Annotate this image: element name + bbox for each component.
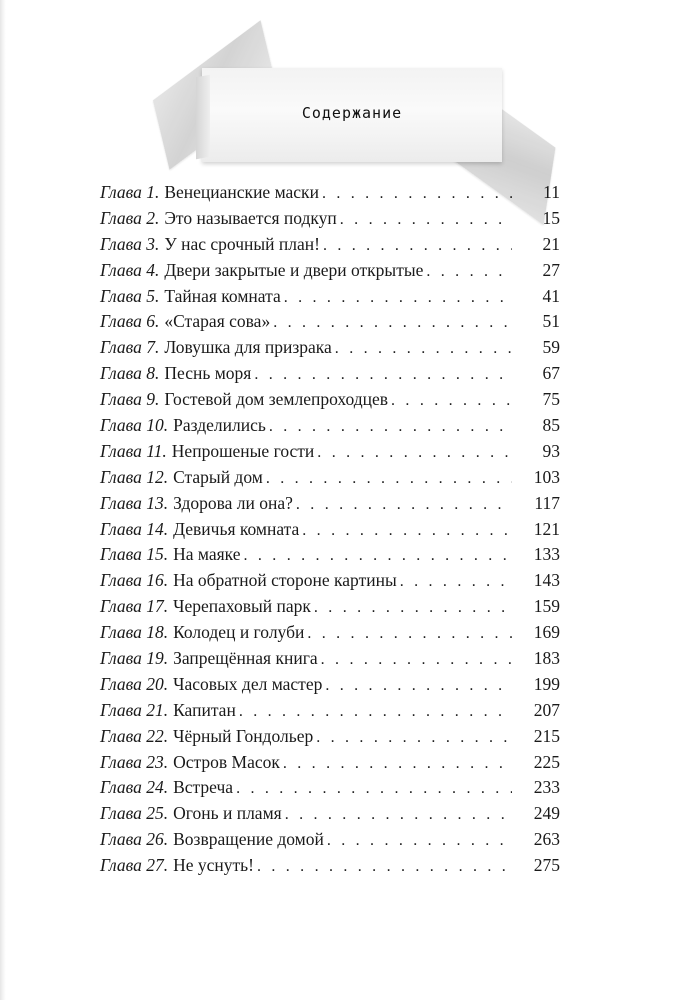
toc-chapter-number: Глава 12. bbox=[100, 466, 169, 487]
toc-chapter-number: Глава 3. bbox=[100, 233, 160, 254]
toc-entry[interactable] bbox=[100, 309, 560, 335]
toc-chapter-title: Гостевой дом землепроходцев bbox=[164, 389, 389, 410]
toc-leader-dots bbox=[284, 285, 512, 311]
toc-entry[interactable] bbox=[100, 853, 560, 879]
toc-leader-dots bbox=[325, 673, 512, 699]
toc-chapter-title: Венецианские маски bbox=[164, 182, 319, 202]
toc-page-number: 21 bbox=[542, 233, 560, 254]
toc-page-number: 233 bbox=[533, 777, 560, 798]
toc-chapter-number: Глава 1. bbox=[100, 182, 160, 202]
toc-entry[interactable] bbox=[100, 568, 560, 594]
toc-chapter-title: Непрошеные гости bbox=[171, 440, 315, 461]
toc-page-number: 41 bbox=[542, 285, 560, 306]
toc-leader-dots bbox=[316, 725, 512, 751]
toc-leader-dots bbox=[269, 414, 512, 440]
toc-leader-dots bbox=[426, 259, 512, 285]
toc-chapter-number: Глава 4. bbox=[100, 259, 160, 280]
toc-entry[interactable] bbox=[100, 284, 560, 310]
toc-leader-dots bbox=[317, 440, 512, 466]
toc-chapter-title: Часовых дел мастер bbox=[173, 673, 323, 694]
toc-leader-dots bbox=[254, 362, 512, 388]
toc-chapter-number: Глава 17. bbox=[100, 596, 169, 617]
toc-leader-dots bbox=[327, 828, 512, 854]
toc-page-number: 117 bbox=[534, 492, 560, 513]
toc-chapter-title: Двери закрытые и двери открытые bbox=[164, 259, 424, 280]
toc-entry[interactable] bbox=[100, 413, 560, 439]
toc-chapter-number: Глава 18. bbox=[100, 622, 169, 643]
toc-page-number: 51 bbox=[542, 311, 560, 332]
paper-card bbox=[202, 68, 502, 162]
toc-page-number: 169 bbox=[533, 622, 560, 643]
toc-chapter-title: Черепаховый парк bbox=[173, 596, 311, 617]
toc-page-number: 249 bbox=[533, 803, 560, 824]
toc-chapter-title: Ловушка для призрака bbox=[164, 337, 332, 358]
toc-page-number: 59 bbox=[542, 337, 560, 358]
toc-entry[interactable] bbox=[100, 517, 560, 543]
toc-leader-dots bbox=[244, 543, 513, 569]
toc-entry[interactable] bbox=[100, 232, 560, 258]
toc-entry[interactable] bbox=[100, 491, 560, 517]
toc-entry[interactable] bbox=[100, 672, 560, 698]
toc-leader-dots bbox=[314, 595, 512, 621]
toc-chapter-number: Глава 8. bbox=[100, 363, 160, 384]
toc-page-number: 67 bbox=[542, 363, 560, 384]
toc-leader-dots bbox=[323, 233, 512, 259]
toc-entry[interactable] bbox=[100, 801, 560, 827]
toc-chapter-number: Глава 2. bbox=[100, 207, 160, 228]
toc-leader-dots bbox=[400, 569, 512, 595]
page-edge-shadow bbox=[0, 0, 6, 1000]
toc-entry[interactable] bbox=[100, 750, 560, 776]
toc-chapter-number: Глава 22. bbox=[100, 725, 169, 746]
toc-leader-dots bbox=[335, 336, 512, 362]
title-label bbox=[160, 40, 550, 190]
toc-entry[interactable] bbox=[100, 724, 560, 750]
toc-leader-dots bbox=[322, 181, 512, 207]
toc-chapter-title: Чёрный Гондольер bbox=[173, 725, 314, 746]
toc-entry[interactable] bbox=[100, 646, 560, 672]
toc-chapter-number: Глава 11. bbox=[100, 440, 167, 461]
toc-chapter-title: Не уснуть! bbox=[173, 855, 254, 876]
toc-chapter-number: Глава 26. bbox=[100, 829, 169, 850]
toc-leader-dots bbox=[285, 802, 512, 828]
toc-leader-dots bbox=[296, 492, 512, 518]
toc-entry[interactable] bbox=[100, 206, 560, 232]
toc-page-number: 215 bbox=[533, 725, 560, 746]
page-title: Содержание bbox=[301, 104, 403, 122]
toc-chapter-number: Глава 10. bbox=[100, 415, 169, 436]
toc-chapter-number: Глава 19. bbox=[100, 648, 169, 669]
toc-page-number: 27 bbox=[542, 259, 560, 280]
toc-chapter-title: «Старая сова» bbox=[164, 311, 271, 332]
toc-chapter-number: Глава 6. bbox=[100, 311, 160, 332]
toc-chapter-title: Здорова ли она? bbox=[173, 492, 293, 513]
toc-chapter-number: Глава 9. bbox=[100, 389, 160, 410]
toc-leader-dots bbox=[391, 388, 512, 414]
toc-leader-dots bbox=[236, 776, 512, 802]
toc-entry[interactable] bbox=[100, 698, 560, 724]
toc-entry[interactable] bbox=[100, 335, 560, 361]
toc-chapter-number: Глава 16. bbox=[100, 570, 169, 591]
toc-page-number: 11 bbox=[543, 182, 560, 202]
toc-page-number: 143 bbox=[533, 570, 560, 591]
toc-chapter-number: Глава 21. bbox=[100, 699, 169, 720]
toc-page-number: 133 bbox=[533, 544, 560, 565]
toc-chapter-title: Огонь и пламя bbox=[173, 803, 282, 824]
toc-page-number: 93 bbox=[542, 440, 560, 461]
toc-chapter-title: У нас срочный план! bbox=[164, 233, 320, 254]
toc-chapter-title: Встреча bbox=[173, 777, 234, 798]
toc-page-number: 103 bbox=[533, 466, 560, 487]
toc-chapter-number: Глава 27. bbox=[100, 855, 169, 876]
toc-chapter-title: На маяке bbox=[173, 544, 241, 565]
toc-chapter-number: Глава 7. bbox=[100, 337, 160, 358]
toc-page-number: 15 bbox=[542, 207, 560, 228]
toc-chapter-title: Песнь моря bbox=[164, 363, 252, 384]
toc-leader-dots bbox=[302, 518, 512, 544]
toc-page-number: 85 bbox=[542, 415, 560, 436]
toc-chapter-title: Капитан bbox=[173, 699, 236, 720]
toc-leader-dots bbox=[266, 466, 512, 492]
toc-chapter-title: Это называется подкуп bbox=[164, 207, 337, 228]
toc-chapter-title: Остров Масок bbox=[173, 751, 280, 772]
toc-chapter-number: Глава 24. bbox=[100, 777, 169, 798]
toc-entry[interactable] bbox=[100, 439, 560, 465]
toc-entry[interactable] bbox=[100, 620, 560, 646]
toc-chapter-title: Запрещённая книга bbox=[173, 648, 318, 669]
toc-page-number: 199 bbox=[533, 673, 560, 694]
toc-chapter-number: Глава 25. bbox=[100, 803, 169, 824]
toc-entry[interactable] bbox=[100, 387, 560, 413]
toc-chapter-title: Старый дом bbox=[173, 466, 263, 487]
toc-page-number: 75 bbox=[542, 389, 560, 410]
toc-entry[interactable] bbox=[100, 594, 560, 620]
toc-chapter-title: Возвращение домой bbox=[173, 829, 324, 850]
toc-leader-dots bbox=[307, 621, 512, 647]
toc-chapter-number: Глава 14. bbox=[100, 518, 169, 539]
toc-entry[interactable] bbox=[100, 361, 560, 387]
toc-leader-dots bbox=[257, 854, 512, 880]
toc-page-number: 159 bbox=[533, 596, 560, 617]
toc-chapter-title: Колодец и голуби bbox=[173, 622, 305, 643]
toc-chapter-number: Глава 5. bbox=[100, 285, 160, 306]
toc-leader-dots bbox=[321, 647, 512, 673]
toc-leader-dots bbox=[273, 310, 512, 336]
toc-chapter-title: На обратной стороне картины bbox=[173, 570, 397, 591]
toc-page-number: 225 bbox=[533, 751, 560, 772]
toc-entry[interactable] bbox=[100, 775, 560, 801]
toc-leader-dots bbox=[340, 207, 512, 233]
toc-chapter-number: Глава 13. bbox=[100, 492, 169, 513]
toc-chapter-title: Разделились bbox=[173, 415, 266, 436]
toc-page-number: 263 bbox=[533, 829, 560, 850]
toc-chapter-number: Глава 15. bbox=[100, 544, 169, 565]
toc-leader-dots bbox=[283, 751, 512, 777]
toc-entry[interactable] bbox=[100, 258, 560, 284]
toc-entry[interactable] bbox=[100, 180, 560, 206]
table-of-contents bbox=[100, 180, 560, 879]
toc-entry[interactable] bbox=[100, 465, 560, 491]
toc-page-number: 207 bbox=[533, 699, 560, 720]
toc-chapter-number: Глава 23. bbox=[100, 751, 169, 772]
toc-entry[interactable] bbox=[100, 542, 560, 568]
toc-chapter-title: Тайная комната bbox=[164, 285, 281, 306]
toc-leader-dots bbox=[239, 699, 512, 725]
toc-entry[interactable] bbox=[100, 827, 560, 853]
toc-page-number: 183 bbox=[533, 648, 560, 669]
toc-page-number: 121 bbox=[533, 518, 560, 539]
toc-page-number: 275 bbox=[533, 855, 560, 876]
toc-chapter-title: Девичья комната bbox=[173, 518, 300, 539]
toc-chapter-number: Глава 20. bbox=[100, 673, 169, 694]
